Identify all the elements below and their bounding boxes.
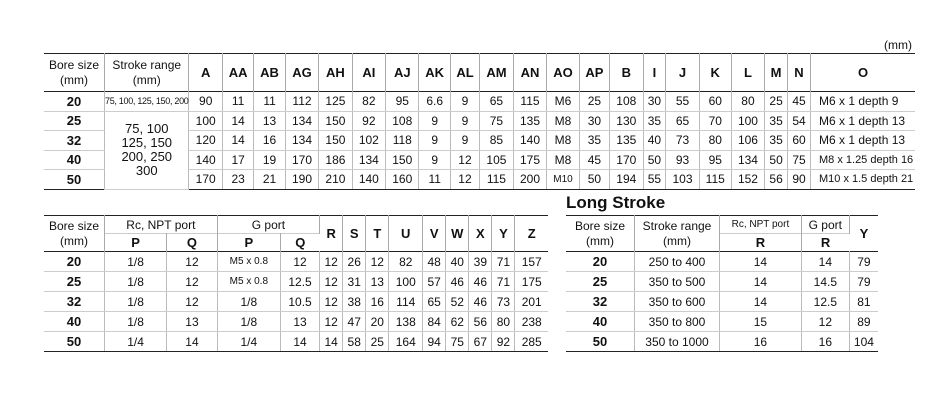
table-cell: 350 to 600 <box>635 292 720 312</box>
table-cell: 55 <box>666 92 699 112</box>
table-cell: 1/4 <box>217 332 280 352</box>
col-header: AK <box>419 54 450 92</box>
table-cell: 19 <box>254 150 285 170</box>
table-cell: 9 <box>419 111 450 131</box>
table-cell: 1/8 <box>105 292 167 312</box>
col-header: L <box>731 54 764 92</box>
table-cell: 150 <box>319 131 352 151</box>
table-cell: 12.5 <box>801 292 849 312</box>
table-cell: 120 <box>189 131 222 151</box>
table-cell: 60 <box>787 131 810 151</box>
col-header: J <box>666 54 699 92</box>
bore-size-cell: 32 <box>566 292 635 312</box>
col-header: AB <box>254 54 285 92</box>
table-cell: 67 <box>469 332 492 352</box>
table-cell: M8 <box>547 111 580 131</box>
table-cell: 150 <box>386 150 419 170</box>
table-cell: 60 <box>699 92 731 112</box>
table-cell: 14 <box>167 332 218 352</box>
table-cell: 11 <box>419 170 450 190</box>
table-cell: 30 <box>643 92 666 112</box>
table-cell: 35 <box>579 131 609 151</box>
col-header: I <box>643 54 666 92</box>
col-subheader: R <box>801 234 849 252</box>
table-cell: 135 <box>513 111 546 131</box>
table-cell: 160 <box>386 170 419 190</box>
table-cell: 25 <box>579 92 609 112</box>
table-cell: 100 <box>389 272 423 292</box>
table-cell: 200 <box>513 170 546 190</box>
table-row <box>44 272 548 292</box>
table-cell: 81 <box>849 292 878 312</box>
table-cell: 12 <box>280 252 319 272</box>
rc-port-header: Rc, NPT port <box>105 216 218 234</box>
table-cell: 14 <box>720 292 802 312</box>
table-cell: 12 <box>167 292 218 312</box>
table-cell: 16 <box>254 131 285 151</box>
table-cell: 50 <box>765 150 788 170</box>
table-cell: 54 <box>787 111 810 131</box>
table-cell: 82 <box>389 252 423 272</box>
col-subheader: Q <box>280 234 319 252</box>
long-stroke-title: Long Stroke <box>566 193 666 212</box>
table-cell: 13 <box>167 312 218 332</box>
col-header: N <box>787 54 810 92</box>
col-header: AN <box>513 54 546 92</box>
table-cell: 9 <box>419 150 450 170</box>
table-cell: 16 <box>366 292 389 312</box>
table-cell: 14 <box>280 332 319 352</box>
table-cell: 80 <box>699 131 731 151</box>
table-cell: 134 <box>352 150 385 170</box>
table-cell: 26 <box>343 252 366 272</box>
col-header: S <box>343 216 366 252</box>
table-cell: 25 <box>765 92 788 112</box>
table-cell: 140 <box>189 150 222 170</box>
table-cell: 13 <box>366 272 389 292</box>
table-cell: 115 <box>513 92 546 112</box>
table-cell: 1/4 <box>105 332 167 352</box>
table-cell: 114 <box>389 292 423 312</box>
table-cell: 95 <box>699 150 731 170</box>
table-cell: 186 <box>319 150 352 170</box>
table-row <box>44 292 548 312</box>
table-cell: 73 <box>666 131 699 151</box>
table-cell: 118 <box>386 131 419 151</box>
table-cell: 40 <box>446 252 469 272</box>
col-header: A <box>189 54 222 92</box>
y-header: Y <box>859 226 869 241</box>
col-subheader: P <box>105 234 167 252</box>
table-cell: 50 <box>643 150 666 170</box>
table-cell: 90 <box>189 92 222 112</box>
table-cell: 152 <box>731 170 764 190</box>
table-cell: 48 <box>423 252 446 272</box>
table-cell: 94 <box>423 332 446 352</box>
table-cell: 12 <box>320 272 343 292</box>
table-cell: 112 <box>285 92 318 112</box>
bore-size-cell: 50 <box>44 332 105 352</box>
col-header: K <box>699 54 731 92</box>
table-cell: 170 <box>610 150 643 170</box>
dimensions-table <box>44 53 915 190</box>
table-cell: 157 <box>515 252 548 272</box>
table-cell: 13 <box>254 111 285 131</box>
table-cell: 106 <box>731 131 764 151</box>
table-cell: 1/8 <box>217 292 280 312</box>
table-cell: 103 <box>666 170 699 190</box>
table-cell: 56 <box>469 312 492 332</box>
table-cell: 65 <box>480 92 514 112</box>
table-row <box>44 332 548 352</box>
table-cell: M8 x 1.25 depth 16 <box>811 150 916 170</box>
table-cell: 130 <box>610 111 643 131</box>
table-cell: 38 <box>343 292 366 312</box>
col-header: AL <box>450 54 479 92</box>
table-cell: 56 <box>765 170 788 190</box>
table-cell: 170 <box>189 170 222 190</box>
table-cell: M10 x 1.5 depth 21 <box>811 170 916 190</box>
table-cell: M6 x 1 depth 13 <box>811 131 916 151</box>
col-header: Z <box>527 226 536 241</box>
bore-size-cell: 20 <box>566 252 635 272</box>
table-cell: 9 <box>450 92 479 112</box>
long-stroke-table <box>566 215 878 352</box>
table-cell: 20 <box>366 312 389 332</box>
table-cell: 1/8 <box>105 272 167 292</box>
table-cell: 100 <box>731 111 764 131</box>
col-header: W <box>446 216 469 252</box>
table-cell: 6.6 <box>419 92 450 112</box>
table-cell: 140 <box>513 131 546 151</box>
bore-size-cell: 40 <box>44 312 105 332</box>
table-cell: 79 <box>849 272 878 292</box>
table-cell: 350 to 500 <box>635 272 720 292</box>
table-cell: 16 <box>801 332 849 352</box>
table-cell: 80 <box>731 92 764 112</box>
table-cell: 138 <box>389 312 423 332</box>
table-cell: M10 <box>547 170 580 190</box>
col-subheader: P <box>217 234 280 252</box>
table-cell: 1/8 <box>217 312 280 332</box>
col-header: U <box>389 216 423 252</box>
table-cell: 14 <box>222 111 253 131</box>
bore-size-cell: 25 <box>44 272 105 292</box>
col-header: M <box>765 54 788 92</box>
table-cell: 71 <box>492 252 515 272</box>
bore-size-cell: 50 <box>44 170 105 190</box>
bore-size-cell: 40 <box>44 150 105 170</box>
table-cell: 16 <box>720 332 802 352</box>
table-cell: 89 <box>849 312 878 332</box>
col-header: X <box>469 216 492 252</box>
table-cell: 25 <box>366 332 389 352</box>
table-cell: 12.5 <box>280 272 319 292</box>
col-header: T <box>366 216 389 252</box>
bore-size-header: Bore size (mm) <box>566 216 635 252</box>
table-cell: 11 <box>254 92 285 112</box>
table-cell: 190 <box>285 170 318 190</box>
bore-size-cell: 20 <box>44 252 105 272</box>
table-cell: 140 <box>352 170 385 190</box>
table-cell: 47 <box>343 312 366 332</box>
table-cell: 9 <box>450 111 479 131</box>
table-cell: 12 <box>320 292 343 312</box>
table-cell: 92 <box>352 111 385 131</box>
g-port-header: G port <box>217 216 319 234</box>
table-cell: 102 <box>352 131 385 151</box>
rc-port-header: Rc, NPT port <box>720 216 802 234</box>
table-cell: 50 <box>579 170 609 190</box>
table-cell: 134 <box>285 111 318 131</box>
table-cell: 62 <box>446 312 469 332</box>
bore-size-cell: 32 <box>44 292 105 312</box>
table-cell: 350 to 1000 <box>635 332 720 352</box>
table-cell: 85 <box>480 131 514 151</box>
table-cell: 35 <box>643 111 666 131</box>
table-cell: 35 <box>765 131 788 151</box>
table-cell: 46 <box>446 272 469 292</box>
table-cell: 194 <box>610 170 643 190</box>
col-header: V <box>423 216 446 252</box>
table-cell: M6 <box>547 92 580 112</box>
table-cell: 23 <box>222 170 253 190</box>
table-cell: 65 <box>423 292 446 312</box>
bore-size-cell: 32 <box>44 131 105 151</box>
table-cell: 80 <box>492 312 515 332</box>
col-header: AM <box>480 54 514 92</box>
col-subheader: R <box>720 234 802 252</box>
table-cell: 46 <box>469 272 492 292</box>
table-header-row <box>566 216 878 234</box>
table-cell: 9 <box>450 131 479 151</box>
table-cell: 55 <box>643 170 666 190</box>
col-header: AH <box>319 54 352 92</box>
table-cell: 12 <box>450 170 479 190</box>
table-cell: 40 <box>643 131 666 151</box>
table-row <box>44 92 915 112</box>
table-cell: 71 <box>492 272 515 292</box>
bore-size-cell: 25 <box>44 111 105 131</box>
col-header: R <box>320 216 343 252</box>
table-cell: M5 x 0.8 <box>217 252 280 272</box>
table-cell: 75 <box>480 111 514 131</box>
table-cell: 30 <box>579 111 609 131</box>
bore-size-header: Bore size (mm) <box>44 216 105 252</box>
table-row <box>44 111 915 131</box>
table-cell: 115 <box>480 170 514 190</box>
table-cell: 170 <box>285 150 318 170</box>
table-cell: 10.5 <box>280 292 319 312</box>
table-header-row <box>44 216 548 234</box>
table-row <box>566 332 878 352</box>
table-cell: 350 to 800 <box>635 312 720 332</box>
col-header: AP <box>579 54 609 92</box>
table-cell: 14 <box>801 252 849 272</box>
table-cell: 95 <box>386 92 419 112</box>
table-cell: 12 <box>320 252 343 272</box>
table-cell: 11 <box>222 92 253 112</box>
table-cell: 1/8 <box>105 312 167 332</box>
stroke-range-header: Stroke range (mm) <box>635 216 720 252</box>
table-header-row <box>44 54 915 92</box>
table-cell: 164 <box>389 332 423 352</box>
table-cell: 75 <box>787 150 810 170</box>
bore-size-header: Bore size (mm) <box>44 54 105 92</box>
table-cell: 92 <box>492 332 515 352</box>
col-subheader: Q <box>167 234 218 252</box>
table-row <box>566 292 878 312</box>
table-cell: 75 <box>446 332 469 352</box>
stroke-range-cell: 75, 100, 125, 150, 200 <box>105 92 189 112</box>
stroke-range-header: Stroke range (mm) <box>105 54 189 92</box>
table-cell: 250 to 400 <box>635 252 720 272</box>
table-cell: 125 <box>319 92 352 112</box>
table-cell: 93 <box>666 150 699 170</box>
table-row <box>566 312 878 332</box>
table-cell: 100 <box>189 111 222 131</box>
table-cell: 134 <box>285 131 318 151</box>
g-port-header: G port <box>801 216 849 234</box>
col-header: AI <box>352 54 385 92</box>
table-cell: 14 <box>320 332 343 352</box>
port-dimensions-table <box>44 215 548 352</box>
table-cell: 57 <box>423 272 446 292</box>
bore-size-cell: 20 <box>44 92 105 112</box>
table-cell: 14 <box>720 272 802 292</box>
table-cell: M8 <box>547 131 580 151</box>
table-cell: 135 <box>610 131 643 151</box>
table-cell: 9 <box>419 131 450 151</box>
table-row <box>44 312 548 332</box>
table-cell: M5 x 0.8 <box>217 272 280 292</box>
table-cell: 58 <box>343 332 366 352</box>
table-cell: 238 <box>515 312 548 332</box>
stroke-range-cell: 75, 100 125, 150 200, 250 300 <box>105 111 189 189</box>
table-cell: 70 <box>699 111 731 131</box>
table-cell: 108 <box>386 111 419 131</box>
table-cell: 12 <box>801 312 849 332</box>
table-cell: 13 <box>280 312 319 332</box>
table-cell: 12 <box>450 150 479 170</box>
table-cell: 84 <box>423 312 446 332</box>
col-header: Y <box>492 216 515 252</box>
table-cell: 90 <box>787 170 810 190</box>
table-cell: 79 <box>849 252 878 272</box>
table-cell: 73 <box>492 292 515 312</box>
table-cell: 12 <box>167 272 218 292</box>
table-cell: 210 <box>319 170 352 190</box>
col-header: AA <box>222 54 253 92</box>
unit-label: (mm) <box>884 38 912 52</box>
table-cell: 45 <box>579 150 609 170</box>
col-header: AO <box>547 54 580 92</box>
bore-size-cell: 50 <box>566 332 635 352</box>
bore-size-cell: 25 <box>566 272 635 292</box>
table-cell: 65 <box>666 111 699 131</box>
table-cell: M6 x 1 depth 9 <box>811 92 916 112</box>
table-row <box>566 272 878 292</box>
table-cell: 46 <box>469 292 492 312</box>
table-cell: 17 <box>222 150 253 170</box>
table-cell: 115 <box>699 170 731 190</box>
table-cell: 45 <box>787 92 810 112</box>
col-header: AJ <box>386 54 419 92</box>
table-cell: 150 <box>319 111 352 131</box>
col-header: B <box>610 54 643 92</box>
col-header: O <box>857 65 869 80</box>
table-cell: 201 <box>515 292 548 312</box>
table-cell: 1/8 <box>105 252 167 272</box>
table-cell: 31 <box>343 272 366 292</box>
table-cell: 52 <box>446 292 469 312</box>
table-cell: 175 <box>515 272 548 292</box>
table-cell: 21 <box>254 170 285 190</box>
bore-size-cell: 40 <box>566 312 635 332</box>
table-cell: M6 x 1 depth 13 <box>811 111 916 131</box>
table-cell: 15 <box>720 312 802 332</box>
table-cell: 12 <box>366 252 389 272</box>
table-cell: 12 <box>167 252 218 272</box>
table-cell: 12 <box>320 312 343 332</box>
table-cell: 14.5 <box>801 272 849 292</box>
table-row <box>44 252 548 272</box>
table-cell: 39 <box>469 252 492 272</box>
table-cell: 35 <box>765 111 788 131</box>
table-cell: M8 <box>547 150 580 170</box>
table-cell: 108 <box>610 92 643 112</box>
table-cell: 14 <box>222 131 253 151</box>
table-cell: 285 <box>515 332 548 352</box>
table-cell: 82 <box>352 92 385 112</box>
table-cell: 14 <box>720 252 802 272</box>
table-row <box>566 252 878 272</box>
col-header: AG <box>285 54 318 92</box>
table-cell: 134 <box>731 150 764 170</box>
table-cell: 105 <box>480 150 514 170</box>
table-cell: 104 <box>849 332 878 352</box>
table-cell: 175 <box>513 150 546 170</box>
